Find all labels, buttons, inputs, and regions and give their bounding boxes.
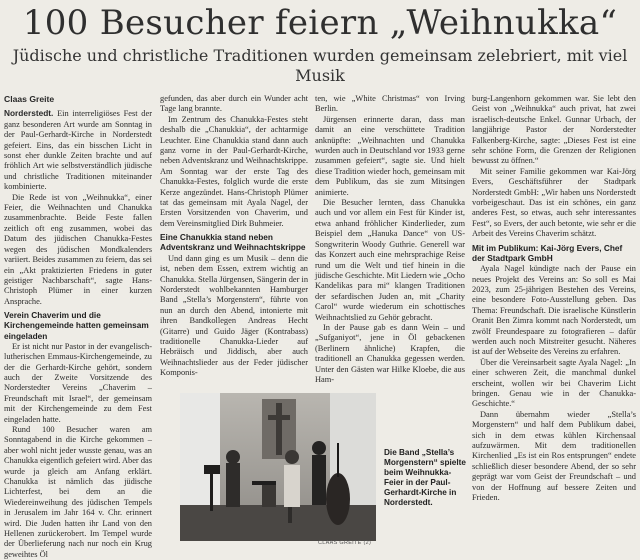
article-column-2 <box>160 94 308 390</box>
paragraph: Rund 100 Besucher waren am Sonntagabend in die Kirche gekommen – aber wohl nicht jeder wusste genau, was an Chanukka eigentlich gefeiert wird. Aber das wurde ja gleich am Anfang erklärt. Chanukka ist nämlich das jüdische Lichterfest, bei dem an die Wiedereinweihung des jüdischen Tempels in Jerusalem im Jahr 164 v. Chr. erinnert wird. Die Juden hatten ihr Land von den Hellenen zurückerobert. Im Tempel wurde der Überlieferung nach nur noch ein Krug geweihtes Öl <box>4 424 152 559</box>
article-headline: 100 Besucher feiern „Weihnukka“ <box>22 3 618 43</box>
paragraph: Im Zentrum des Chanukka-Festes steht deshalb die „Chanukkia“, der achtarmige Leuchter. Eine Chanukkia stand dann auch ganz vorne in der Paul-Gerhardt-Kirche, neben Adventskranz und Weihnachtskrippe. Am Sonntag war der erste Tag des Chanukka-Festes, folglich wurde die erste Kerze angezündet. Hans-Christoph Plümer tat das gemeinsam mit Ayala Nagel, der Ersten Vorsitzenden von Chaverim, und dem Vereinsmitglied Dirk Buhmeier. <box>160 114 308 228</box>
paragraph: Die Besucher lernten, dass Chanukka auch und vor allem ein Fest für Kinder ist, etwa anhand fröhlicher Kinderlieder, zum Beispiel dem „Hanuka Dance“ von US-Songwriterin Woody Guthrie. Generell war das Konzert auch eine mehrsprachige Reise rund um die Welt und tief hinein in die jüdische Geschichte. Mit Liedern wie „Ocho Kandelikas para mi“ klangen Traditionen der sefardischen Juden an, mit „Charity Carol“ wurde wiederum ein schottisches Weihnachtslied zu Gehör gebracht. <box>315 198 465 322</box>
byline: Claas Greite <box>4 94 55 104</box>
paragraph: Mit seiner Familie gekommen war Kai-Jörg Evers, Geschäftsführer der Stadtpark Norderstedt GmbH: „Wir haben uns Norderstedt vorbeigeschaut. Das ist ein schönes, ein ganz anderes Fest, so etwas, auch sehr interessantes Fest“, so Evers, der auch betonte, wie sehr er die Arbeit des Vereins Chaverim schätzt. <box>472 166 636 239</box>
section-heading: Verein Chaverim und die Kirchengemeinde hatten gemeinsam eingeladen <box>4 310 149 341</box>
article-column-4 <box>472 94 636 552</box>
article-column-1 <box>4 94 152 559</box>
article-subheadline: Jüdische und christliche Traditionen wurden gemeinsam zelebriert, mit viel Musik <box>12 46 628 85</box>
paragraph: Jürgensen erinnerte daran, dass man damit an eine verschüttete Tradition anknüpfte: „Weihnachten und Chanukka wurden auch in Deutschland vor 1933 gerne zusammen gefeiert“, sagte sie. Und hielt diese Tradition wieder hoch, gemeinsam mit dem Publikum, das sie zum Mitsingen animierte. <box>315 114 465 197</box>
paragraph: Er ist nicht nur Pastor in der evangelisch-lutherischen Emmaus-Kirchengemeinde, zu der die Gerhardt-Kirche gehört, sondern auch der Zweite Vorsitzende des Norderstedter Vereins „Chaverim – Freundschaft mit Israel“, der gemeinsam mit der Kirchengemeinde zu dem Fest eingeladen hatte. <box>4 341 152 424</box>
paragraph: Dann übernahm wieder „Stella’s Morgenstern“ und half dem Publikum dabei, sich in dem etwas kühlen Kirchensaal aufzuwärmen. Mit dem traditionellen Kirchenlied „Es ist ein Ros entsprungen“ endete schließlich dieser besondere Abend, der so sehr geprägt war vom Geist der Freundschaft – und von der Hoffnung auf bessere Zeiten und Frieden. <box>472 409 636 503</box>
dateline: Norderstedt. <box>4 108 54 119</box>
paragraph: ten, wie „White Christmas“ von Irving Berlin. <box>315 94 465 114</box>
section-heading: Eine Chanukkia stand neben Adventskranz und Weihnachtskrippe <box>160 232 306 253</box>
paragraph: Die Rede ist von „Weihnukka“, einer Feier, die Weihnachten und Chanukka zusammenbrachte. Beide Feste fallen zeitlich oft eng zusammen, wobei das Datum des jüdischen Chanukka-Festes wegen des jüdischen Mondkalenders variiert. Beides zusammen zu feiern, das sei ein „Akt praktizierten Friedens in guter geistiger Nachbarschaft“, sagte Hans-Christoph Plümer in einer kurzen Ansprache. <box>4 192 152 306</box>
band-photo-image <box>180 393 376 541</box>
photo-credit: CLAAS GREITE (2) <box>318 540 372 546</box>
paragraph: gefunden, das aber durch ein Wunder acht Tage lang brannte. <box>160 94 308 114</box>
band-photo <box>180 393 376 541</box>
paragraph: In der Pause gab es dann Wein – und „Sufganiyot“, jene in Öl gebackenen (Berlinern ähnliche) Krapfen, die traditionell an Chanukka gegessen werden. Unter den Gästen war Hilke Kloebe, die aus Ham- <box>315 322 465 384</box>
paragraph: Über die Vereinsarbeit sagte Ayala Nagel: „In einer schweren Zeit, die manchmal dunkel erscheint, wollen wir bei Chaverim Licht bringen. Genau wie in der Chanukka-Geschichte.“ <box>472 357 636 409</box>
paragraph: burg-Langenhorn gekommen war. Sie lebt den Geist von „Weihnukka“ auch privat, hat zwei israelisch-deutsche Enkel. Gunnar Urbach, der langjährige Pastor der Norderstedter Falkenberg-Kirche, sagte: „Dieses Fest ist eine sehr schöne Form, die Grenzen der Religionen bewusst zu öffnen.“ <box>472 94 636 166</box>
paragraph: Ayala Nagel kündigte nach der Pause ein neues Projekt des Vereins an: So soll es Mai 2023, zum 25-jährigen Bestehen des Vereins, eine besondere Foto-Ausstellung geben. Das Thema: Freundschaft. Die israelische Künstlerin Oranit Ben Zimra kommt nach Norderstedt, um zwölf Freundespaare zu fotografieren – dafür werden auch noch Mitstreiter gesucht. Näheres ist auf der Webseite des Vereins zu erfahren. <box>472 264 636 357</box>
paragraph-text: Ein interreligiöses Fest der ganz besonderen Art wurde am Sonntag in der Paul-Gerhardt-Kirche in Norderstedt gefeiert. Eins, das ein bisschen Licht in sonst eher dunkle Zeiten brachte und auf fröhlich Art wie selbstverständlich jüdische und christliche Traditionen miteinander kombinierte. <box>4 109 152 192</box>
paragraph: Und dann ging es um Musik – denn die ist, neben dem Essen, extrem wichtig an Chanukka. Stella Jürgensen, Sängerin der in Norderstedt wohlbekannten Hamburger Band „Stella’s Morgenstern“, führte von nun an durch den Abend, intonierte mit ihren Bandkollegen Andreas Hecht (Gitarre) und Guido Jäger (Kontrabass) traditionelle Chanukka-Lieder auf Hebräisch und Jiddisch, aber auch Weihnachtslieder aus der Feder jüdischer Komponis- <box>160 253 309 378</box>
photo-caption: Die Band „Stella’s Morgenstern“ spielte beim Weihnukka-Feier in der Paul-Gerhardt-Kirche in Norderstedt. <box>384 448 466 507</box>
paragraph <box>4 108 152 192</box>
section-heading: Mit im Publikum: Kai-Jörg Evers, Chef der Stadtpark GmbH <box>472 242 623 263</box>
